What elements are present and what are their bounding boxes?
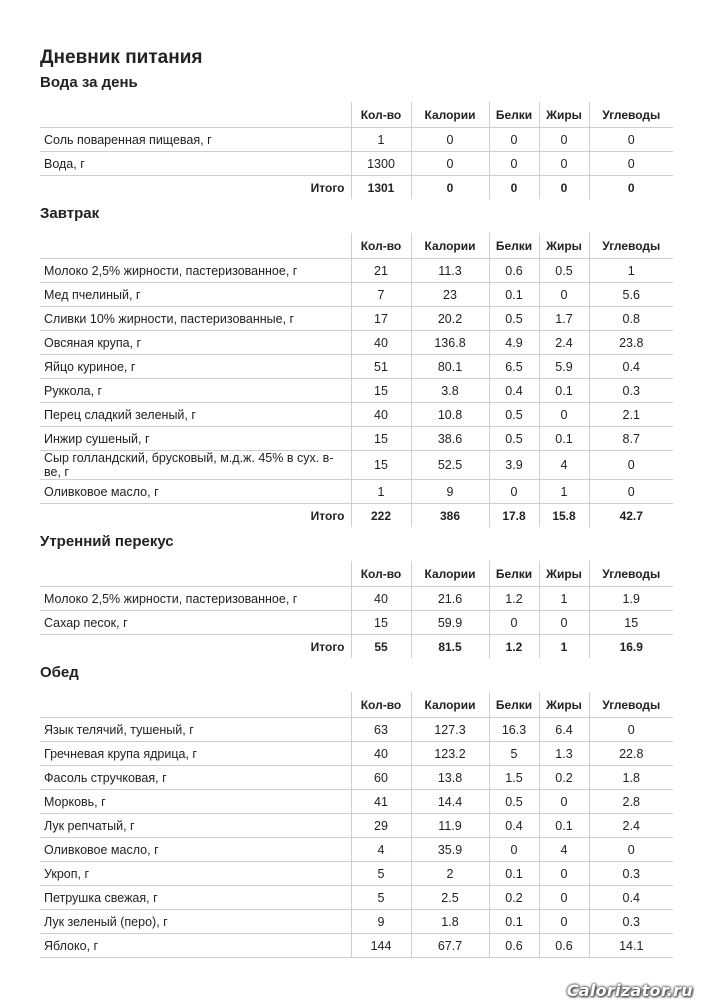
protein-cell: 0.1 [489, 910, 539, 934]
qty-cell: 1 [351, 128, 411, 152]
calories-cell: 59.9 [411, 611, 489, 635]
total-calories-cell: 81.5 [411, 635, 489, 659]
fat-cell: 0 [539, 152, 589, 176]
protein-cell: 6.5 [489, 355, 539, 379]
fat-cell: 0 [539, 128, 589, 152]
fat-cell: 0 [539, 283, 589, 307]
carbs-cell: 0 [589, 838, 673, 862]
carbs-cell: 5.6 [589, 283, 673, 307]
header-cell-carbs: Углеводы [589, 692, 673, 718]
total-label: Итого [310, 508, 345, 523]
protein-cell: 0.6 [489, 934, 539, 958]
protein-cell: 0.1 [489, 283, 539, 307]
food-name-cell: Соль поваренная пищевая, г [40, 128, 351, 152]
header-cell-qty: Кол-во [351, 102, 411, 128]
carbs-cell: 23.8 [589, 331, 673, 355]
carbs-cell: 0.3 [589, 862, 673, 886]
calories-cell: 35.9 [411, 838, 489, 862]
header-cell-qty: Кол-во [351, 561, 411, 587]
food-name-cell: Перец сладкий зеленый, г [40, 403, 351, 427]
nutrition-table [40, 102, 673, 199]
protein-cell: 0.6 [489, 259, 539, 283]
calories-cell: 23 [411, 283, 489, 307]
calories-cell: 11.3 [411, 259, 489, 283]
fat-cell: 4 [539, 838, 589, 862]
section-title: Обед [40, 664, 79, 681]
carbs-cell: 0.3 [589, 379, 673, 403]
fat-cell: 2.4 [539, 331, 589, 355]
carbs-cell: 0 [589, 718, 673, 742]
total-row [40, 504, 673, 528]
food-name-cell: Мед пчелиный, г [40, 283, 351, 307]
header-cell-carbs: Углеводы [589, 233, 673, 259]
table-row [40, 307, 673, 331]
food-name-cell: Петрушка свежая, г [40, 886, 351, 910]
food-name-cell: Молоко 2,5% жирности, пастеризованное, г [40, 259, 351, 283]
calories-cell: 14.4 [411, 790, 489, 814]
carbs-cell: 2.8 [589, 790, 673, 814]
calories-cell: 38.6 [411, 427, 489, 451]
protein-cell: 3.9 [489, 451, 539, 480]
food-name-cell: Оливковое масло, г [40, 480, 351, 504]
page-title: Дневник питания [40, 47, 203, 68]
section-title: Вода за день [40, 74, 138, 91]
protein-cell: 1.5 [489, 766, 539, 790]
header-cell-protein: Белки [489, 102, 539, 128]
qty-cell: 5 [351, 862, 411, 886]
fat-cell: 0.2 [539, 766, 589, 790]
total-fat-cell: 15.8 [539, 504, 589, 528]
table-row [40, 587, 673, 611]
food-name-cell: Вода, г [40, 152, 351, 176]
qty-cell: 4 [351, 838, 411, 862]
qty-cell: 63 [351, 718, 411, 742]
calories-cell: 2 [411, 862, 489, 886]
header-cell-protein: Белки [489, 233, 539, 259]
total-carbs-cell: 0 [589, 176, 673, 200]
fat-cell: 4 [539, 451, 589, 480]
total-fat-cell: 0 [539, 176, 589, 200]
food-name-cell: Сливки 10% жирности, пастеризованные, г [40, 307, 351, 331]
total-label: Итого [310, 639, 345, 654]
qty-cell: 40 [351, 742, 411, 766]
table-row [40, 379, 673, 403]
carbs-cell: 0 [589, 152, 673, 176]
fat-cell: 0 [539, 862, 589, 886]
table-row [40, 766, 673, 790]
qty-cell: 144 [351, 934, 411, 958]
protein-cell: 0 [489, 480, 539, 504]
total-fat-cell: 1 [539, 635, 589, 659]
fat-cell: 0.6 [539, 934, 589, 958]
carbs-cell: 1 [589, 259, 673, 283]
food-name-cell: Язык телячий, тушеный, г [40, 718, 351, 742]
carbs-cell: 0 [589, 480, 673, 504]
protein-cell: 0.5 [489, 427, 539, 451]
section-title: Утренний перекус [40, 533, 174, 550]
header-cell-blank [40, 233, 351, 259]
calories-cell: 2.5 [411, 886, 489, 910]
protein-cell: 0.4 [489, 814, 539, 838]
calories-cell: 80.1 [411, 355, 489, 379]
qty-cell: 7 [351, 283, 411, 307]
table-header-row [40, 692, 673, 718]
fat-cell: 1.7 [539, 307, 589, 331]
qty-cell: 17 [351, 307, 411, 331]
table-row [40, 718, 673, 742]
food-name-cell: Лук репчатый, г [40, 814, 351, 838]
calories-cell: 127.3 [411, 718, 489, 742]
carbs-cell: 2.1 [589, 403, 673, 427]
fat-cell: 0 [539, 910, 589, 934]
fat-cell: 1.3 [539, 742, 589, 766]
food-name-cell: Укроп, г [40, 862, 351, 886]
meal-section [40, 72, 673, 199]
carbs-cell: 15 [589, 611, 673, 635]
protein-cell: 0 [489, 611, 539, 635]
header-cell-protein: Белки [489, 692, 539, 718]
meal-section [40, 203, 673, 527]
fat-cell: 0.1 [539, 814, 589, 838]
fat-cell: 0 [539, 886, 589, 910]
total-protein-cell: 1.2 [489, 635, 539, 659]
table-row [40, 862, 673, 886]
calories-cell: 0 [411, 152, 489, 176]
calories-cell: 11.9 [411, 814, 489, 838]
protein-cell: 0 [489, 838, 539, 862]
calories-cell: 52.5 [411, 451, 489, 480]
fat-cell: 0.5 [539, 259, 589, 283]
diary-page [40, 44, 673, 962]
table-row [40, 790, 673, 814]
fat-cell: 5.9 [539, 355, 589, 379]
table-row [40, 934, 673, 958]
header-cell-carbs: Углеводы [589, 102, 673, 128]
table-row [40, 742, 673, 766]
food-name-cell: Руккола, г [40, 379, 351, 403]
fat-cell: 6.4 [539, 718, 589, 742]
header-cell-blank [40, 102, 351, 128]
total-qty-cell: 222 [351, 504, 411, 528]
table-row [40, 152, 673, 176]
qty-cell: 40 [351, 587, 411, 611]
qty-cell: 5 [351, 886, 411, 910]
fat-cell: 0.1 [539, 427, 589, 451]
carbs-cell: 0.4 [589, 886, 673, 910]
qty-cell: 15 [351, 451, 411, 480]
header-cell-carbs: Углеводы [589, 561, 673, 587]
food-name-cell: Фасоль стручковая, г [40, 766, 351, 790]
table-header-row [40, 102, 673, 128]
total-row [40, 176, 673, 200]
fat-cell: 0 [539, 403, 589, 427]
header-cell-calories: Калории [411, 692, 489, 718]
header-cell-calories: Калории [411, 561, 489, 587]
carbs-cell: 0.8 [589, 307, 673, 331]
protein-cell: 0 [489, 152, 539, 176]
table-row [40, 814, 673, 838]
total-carbs-cell: 16.9 [589, 635, 673, 659]
protein-cell: 4.9 [489, 331, 539, 355]
meal-section [40, 531, 673, 658]
table-row [40, 611, 673, 635]
table-header-row [40, 233, 673, 259]
table-row [40, 451, 673, 480]
meal-section [40, 662, 673, 958]
food-name-cell: Морковь, г [40, 790, 351, 814]
carbs-cell: 0 [589, 451, 673, 480]
qty-cell: 1 [351, 480, 411, 504]
table-row [40, 838, 673, 862]
food-name-cell: Яйцо куриное, г [40, 355, 351, 379]
food-name-cell: Яблоко, г [40, 934, 351, 958]
table-header-row [40, 561, 673, 587]
carbs-cell: 2.4 [589, 814, 673, 838]
table-row [40, 128, 673, 152]
food-name-cell: Инжир сушеный, г [40, 427, 351, 451]
carbs-cell: 0.4 [589, 355, 673, 379]
header-cell-blank [40, 561, 351, 587]
calories-cell: 67.7 [411, 934, 489, 958]
total-label: Итого [310, 180, 345, 195]
fat-cell: 0 [539, 611, 589, 635]
protein-cell: 0.1 [489, 862, 539, 886]
table-row [40, 283, 673, 307]
calories-cell: 20.2 [411, 307, 489, 331]
table-row [40, 910, 673, 934]
total-carbs-cell: 42.7 [589, 504, 673, 528]
qty-cell: 29 [351, 814, 411, 838]
food-name-cell: Молоко 2,5% жирности, пастеризованное, г [40, 587, 351, 611]
fat-cell: 1 [539, 480, 589, 504]
header-cell-calories: Калории [411, 233, 489, 259]
header-cell-qty: Кол-во [351, 692, 411, 718]
watermark-logo: Calorizator.ru [566, 981, 693, 1000]
table-row [40, 427, 673, 451]
carbs-cell: 0 [589, 128, 673, 152]
protein-cell: 0.2 [489, 886, 539, 910]
carbs-cell: 0.3 [589, 910, 673, 934]
qty-cell: 40 [351, 403, 411, 427]
calories-cell: 3.8 [411, 379, 489, 403]
food-name-cell: Сахар песок, г [40, 611, 351, 635]
table-row [40, 355, 673, 379]
qty-cell: 21 [351, 259, 411, 283]
qty-cell: 9 [351, 910, 411, 934]
fat-cell: 1 [539, 587, 589, 611]
food-name-cell: Гречневая крупа ядрица, г [40, 742, 351, 766]
food-name-cell: Оливковое масло, г [40, 838, 351, 862]
food-name-cell: Овсяная крупа, г [40, 331, 351, 355]
total-qty-cell: 55 [351, 635, 411, 659]
carbs-cell: 14.1 [589, 934, 673, 958]
header-cell-blank [40, 692, 351, 718]
header-cell-fat: Жиры [539, 561, 589, 587]
carbs-cell: 22.8 [589, 742, 673, 766]
total-calories-cell: 0 [411, 176, 489, 200]
total-row [40, 635, 673, 659]
table-row [40, 259, 673, 283]
table-row [40, 331, 673, 355]
calories-cell: 123.2 [411, 742, 489, 766]
qty-cell: 15 [351, 379, 411, 403]
calories-cell: 0 [411, 128, 489, 152]
header-cell-fat: Жиры [539, 233, 589, 259]
protein-cell: 5 [489, 742, 539, 766]
qty-cell: 60 [351, 766, 411, 790]
total-protein-cell: 0 [489, 176, 539, 200]
table-row [40, 886, 673, 910]
food-name-cell: Сыр голландский, брусковый, м.д.ж. 45% в сух. в-ве, г [40, 451, 351, 480]
qty-cell: 1300 [351, 152, 411, 176]
protein-cell: 0 [489, 128, 539, 152]
protein-cell: 0.5 [489, 403, 539, 427]
total-calories-cell: 386 [411, 504, 489, 528]
nutrition-table [40, 233, 673, 527]
sections-container [40, 72, 673, 958]
nutrition-table [40, 561, 673, 658]
section-title: Завтрак [40, 205, 100, 222]
protein-cell: 0.4 [489, 379, 539, 403]
qty-cell: 41 [351, 790, 411, 814]
header-cell-fat: Жиры [539, 102, 589, 128]
header-cell-qty: Кол-во [351, 233, 411, 259]
total-protein-cell: 17.8 [489, 504, 539, 528]
food-name-cell: Лук зеленый (перо), г [40, 910, 351, 934]
fat-cell: 0 [539, 790, 589, 814]
calories-cell: 21.6 [411, 587, 489, 611]
protein-cell: 0.5 [489, 790, 539, 814]
qty-cell: 40 [351, 331, 411, 355]
carbs-cell: 8.7 [589, 427, 673, 451]
header-cell-protein: Белки [489, 561, 539, 587]
total-qty-cell: 1301 [351, 176, 411, 200]
protein-cell: 16.3 [489, 718, 539, 742]
fat-cell: 0.1 [539, 379, 589, 403]
calories-cell: 10.8 [411, 403, 489, 427]
qty-cell: 51 [351, 355, 411, 379]
table-row [40, 480, 673, 504]
calories-cell: 9 [411, 480, 489, 504]
qty-cell: 15 [351, 611, 411, 635]
header-cell-calories: Калории [411, 102, 489, 128]
nutrition-table [40, 692, 673, 958]
calories-cell: 1.8 [411, 910, 489, 934]
calories-cell: 136.8 [411, 331, 489, 355]
header-cell-fat: Жиры [539, 692, 589, 718]
table-row [40, 403, 673, 427]
protein-cell: 1.2 [489, 587, 539, 611]
qty-cell: 15 [351, 427, 411, 451]
calories-cell: 13.8 [411, 766, 489, 790]
carbs-cell: 1.8 [589, 766, 673, 790]
protein-cell: 0.5 [489, 307, 539, 331]
carbs-cell: 1.9 [589, 587, 673, 611]
